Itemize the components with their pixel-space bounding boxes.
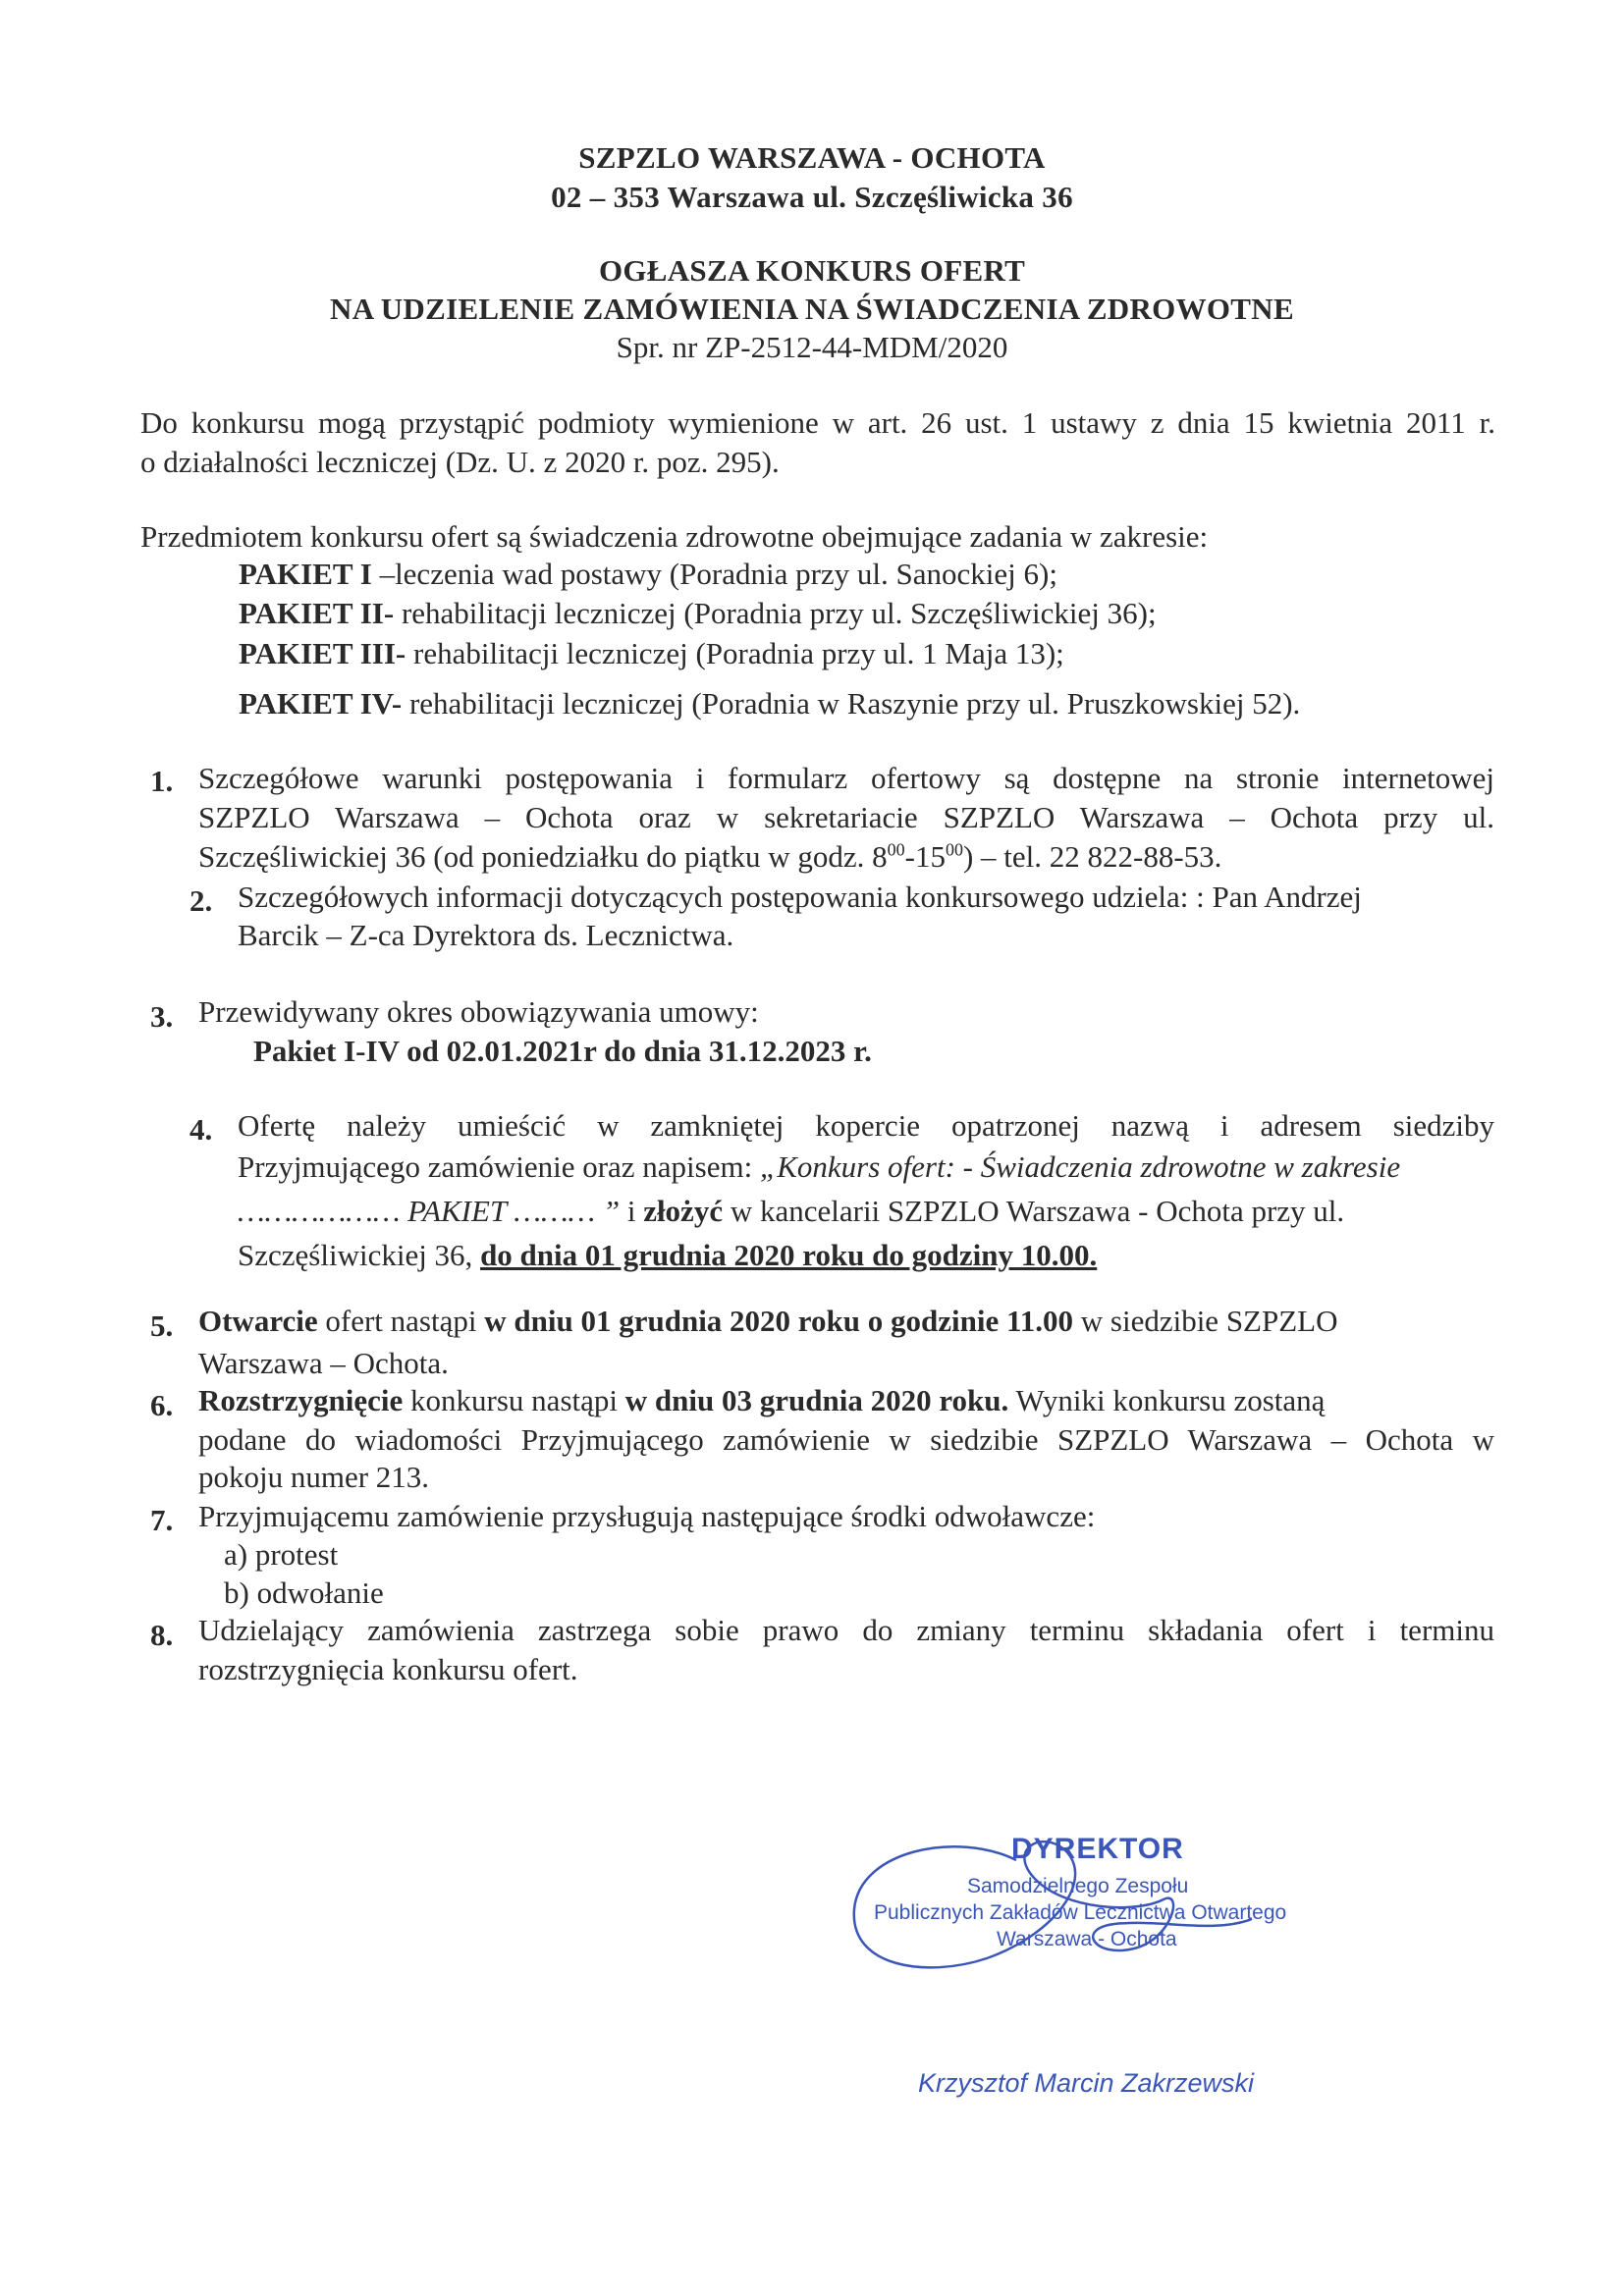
package-1-text: –leczenia wad postawy (Poradnia przy ul. Sanockiej 6); [371,557,1057,591]
director-stamp [839,1821,1311,2017]
stamp-line-1: Samodzielnego Zespołu [967,1875,1189,1897]
stamp-line-2: Publicznych Zakładów Lecznictwa Otwartego [874,1901,1287,1924]
package-2-label: PAKIET II- [239,596,395,630]
item-2-line-1: Szczegółowych informacji dotyczących postępowania konkursowego udziela: : Pan Andrzej [238,880,1362,914]
package-2-text: rehabilitacji leczniczej (Poradnia przy ul. Szczęśliwickiej 36); [394,596,1157,630]
item-number-7: 7. [150,1503,174,1537]
item-1-line-3: Szczęśliwickiej 36 (od poniedziałku do piątku w godz. $8^{00}-15^{00}$) – tel. 22 822-88-53. [198,839,1222,874]
org-name: SZPZLO WARSZAWA - OCHOTA [578,140,1046,175]
item-6-line-2: podane do wiadomości Przyjmującego zamówienie w siedzibie SZPZLO Warszawa – Ochota w [198,1422,1494,1457]
package-3-text: rehabilitacji leczniczej (Poradnia przy ul. 1 Maja 13); [406,636,1064,670]
item-number-6: 6. [150,1388,174,1422]
item-7-option-a: a) protest [224,1537,339,1572]
reference-number: Spr. nr ZP-2512-44-MDM/2020 [616,330,1008,364]
package-4-label: PAKIET IV- [239,686,403,721]
announcement-subtitle: NA UDZIELENIE ZAMÓWIENIA NA ŚWIADCZENIA ZDROWOTNE [330,292,1294,326]
item-number-8: 8. [150,1618,174,1652]
package-2 [239,595,1157,632]
item-1-line-2: SZPZLO Warszawa – Ochota oraz w sekretariacie SZPZLO Warszawa – Ochota przy ul. [198,800,1494,834]
package-4 [239,685,1300,722]
item-6-line-3: pokoju numer 213. [198,1460,430,1494]
item-number-1: 1. [150,764,174,798]
item-4-line-1: Ofertę należy umieścić w zamkniętej kopercie opatrzonej nazwą i adresem siedziby [238,1108,1494,1143]
item-7-line-1: Przyjmującemu zamówienie przysługują następujące środki odwoławcze: [198,1499,1096,1533]
item-3-line-1: Przewidywany okres obowiązywania umowy: [198,994,759,1029]
intro-line-1: Do konkursu mogą przystąpić podmioty wymienione w art. 26 ust. 1 ustawy z dnia 15 kwietnia 2011 r. [140,405,1495,440]
item-7-option-b: b) odwołanie [224,1575,384,1610]
item-3-line-2: Pakiet I-IV od 02.01.2021r do dnia 31.12.2023 r. [253,1034,872,1068]
item-6-line-1: Rozstrzygnięcie konkursu nastąpi w dniu 03 grudnia 2020 roku. Wyniki konkursu zostaną [198,1383,1326,1417]
deadline-text: do dnia 01 grudnia 2020 roku do godziny 10.00. [480,1238,1098,1272]
item-8-line-1: Udzielający zamówienia zastrzega sobie prawo do zmiany terminu składania ofert i terminu [198,1613,1494,1647]
item-5-line-1: Otwarcie ofert nastąpi w dniu 01 grudnia 2020 roku o godzinie 11.00 w siedzibie SZPZLO [198,1304,1338,1338]
package-1 [239,556,1057,593]
item-number-3: 3. [150,999,174,1034]
subject-lead: Przedmiotem konkursu ofert są świadczenia zdrowotne obejmujące zadania w zakresie: [140,519,1209,554]
item-number-5: 5. [150,1308,174,1343]
item-4-line-3: ……………… PAKIET ……… ” i złożyć w kancelarii SZPZLO Warszawa - Ochota przy ul. [238,1194,1345,1228]
stamp-title: DYREKTOR [1011,1833,1184,1865]
item-2-line-2: Barcik – Z-ca Dyrektora ds. Lecznictwa. [238,918,734,952]
intro-line-2: o działalności leczniczej (Dz. U. z 2020 r. poz. 295). [140,445,780,479]
package-3 [239,635,1064,672]
announcement-title: OGŁASZA KONKURS OFERT [598,253,1026,288]
item-5-line-2: Warszawa – Ochota. [198,1346,449,1380]
director-name: Krzysztof Marcin Zakrzewski [918,2068,1255,2098]
org-address: 02 – 353 Warszawa ul. Szczęśliwicka 36 [551,180,1073,214]
item-4-line-2: Przyjmującego zamówienie oraz napisem: „Konkurs ofert: - Świadczenia zdrowotne w zakresie [238,1149,1401,1184]
item-8-line-2: rozstrzygnięcia konkursu ofert. [198,1652,578,1686]
stamp-line-3: Warszawa - Ochota [997,1928,1177,1950]
item-number-2: 2. [189,883,213,918]
item-4-line-4: Szczęśliwickiej 36, do dnia 01 grudnia 2020 roku do godziny 10.00. [238,1238,1098,1272]
item-1-line-1: Szczegółowe warunki postępowania i formularz ofertowy są dostępne na stronie internetowej [198,761,1494,795]
package-1-label: PAKIET I [239,557,372,591]
package-3-label: PAKIET III- [239,636,406,670]
package-4-text: rehabilitacji leczniczej (Poradnia w Raszynie przy ul. Pruszkowskiej 52). [402,686,1301,721]
item-number-4: 4. [189,1112,213,1147]
